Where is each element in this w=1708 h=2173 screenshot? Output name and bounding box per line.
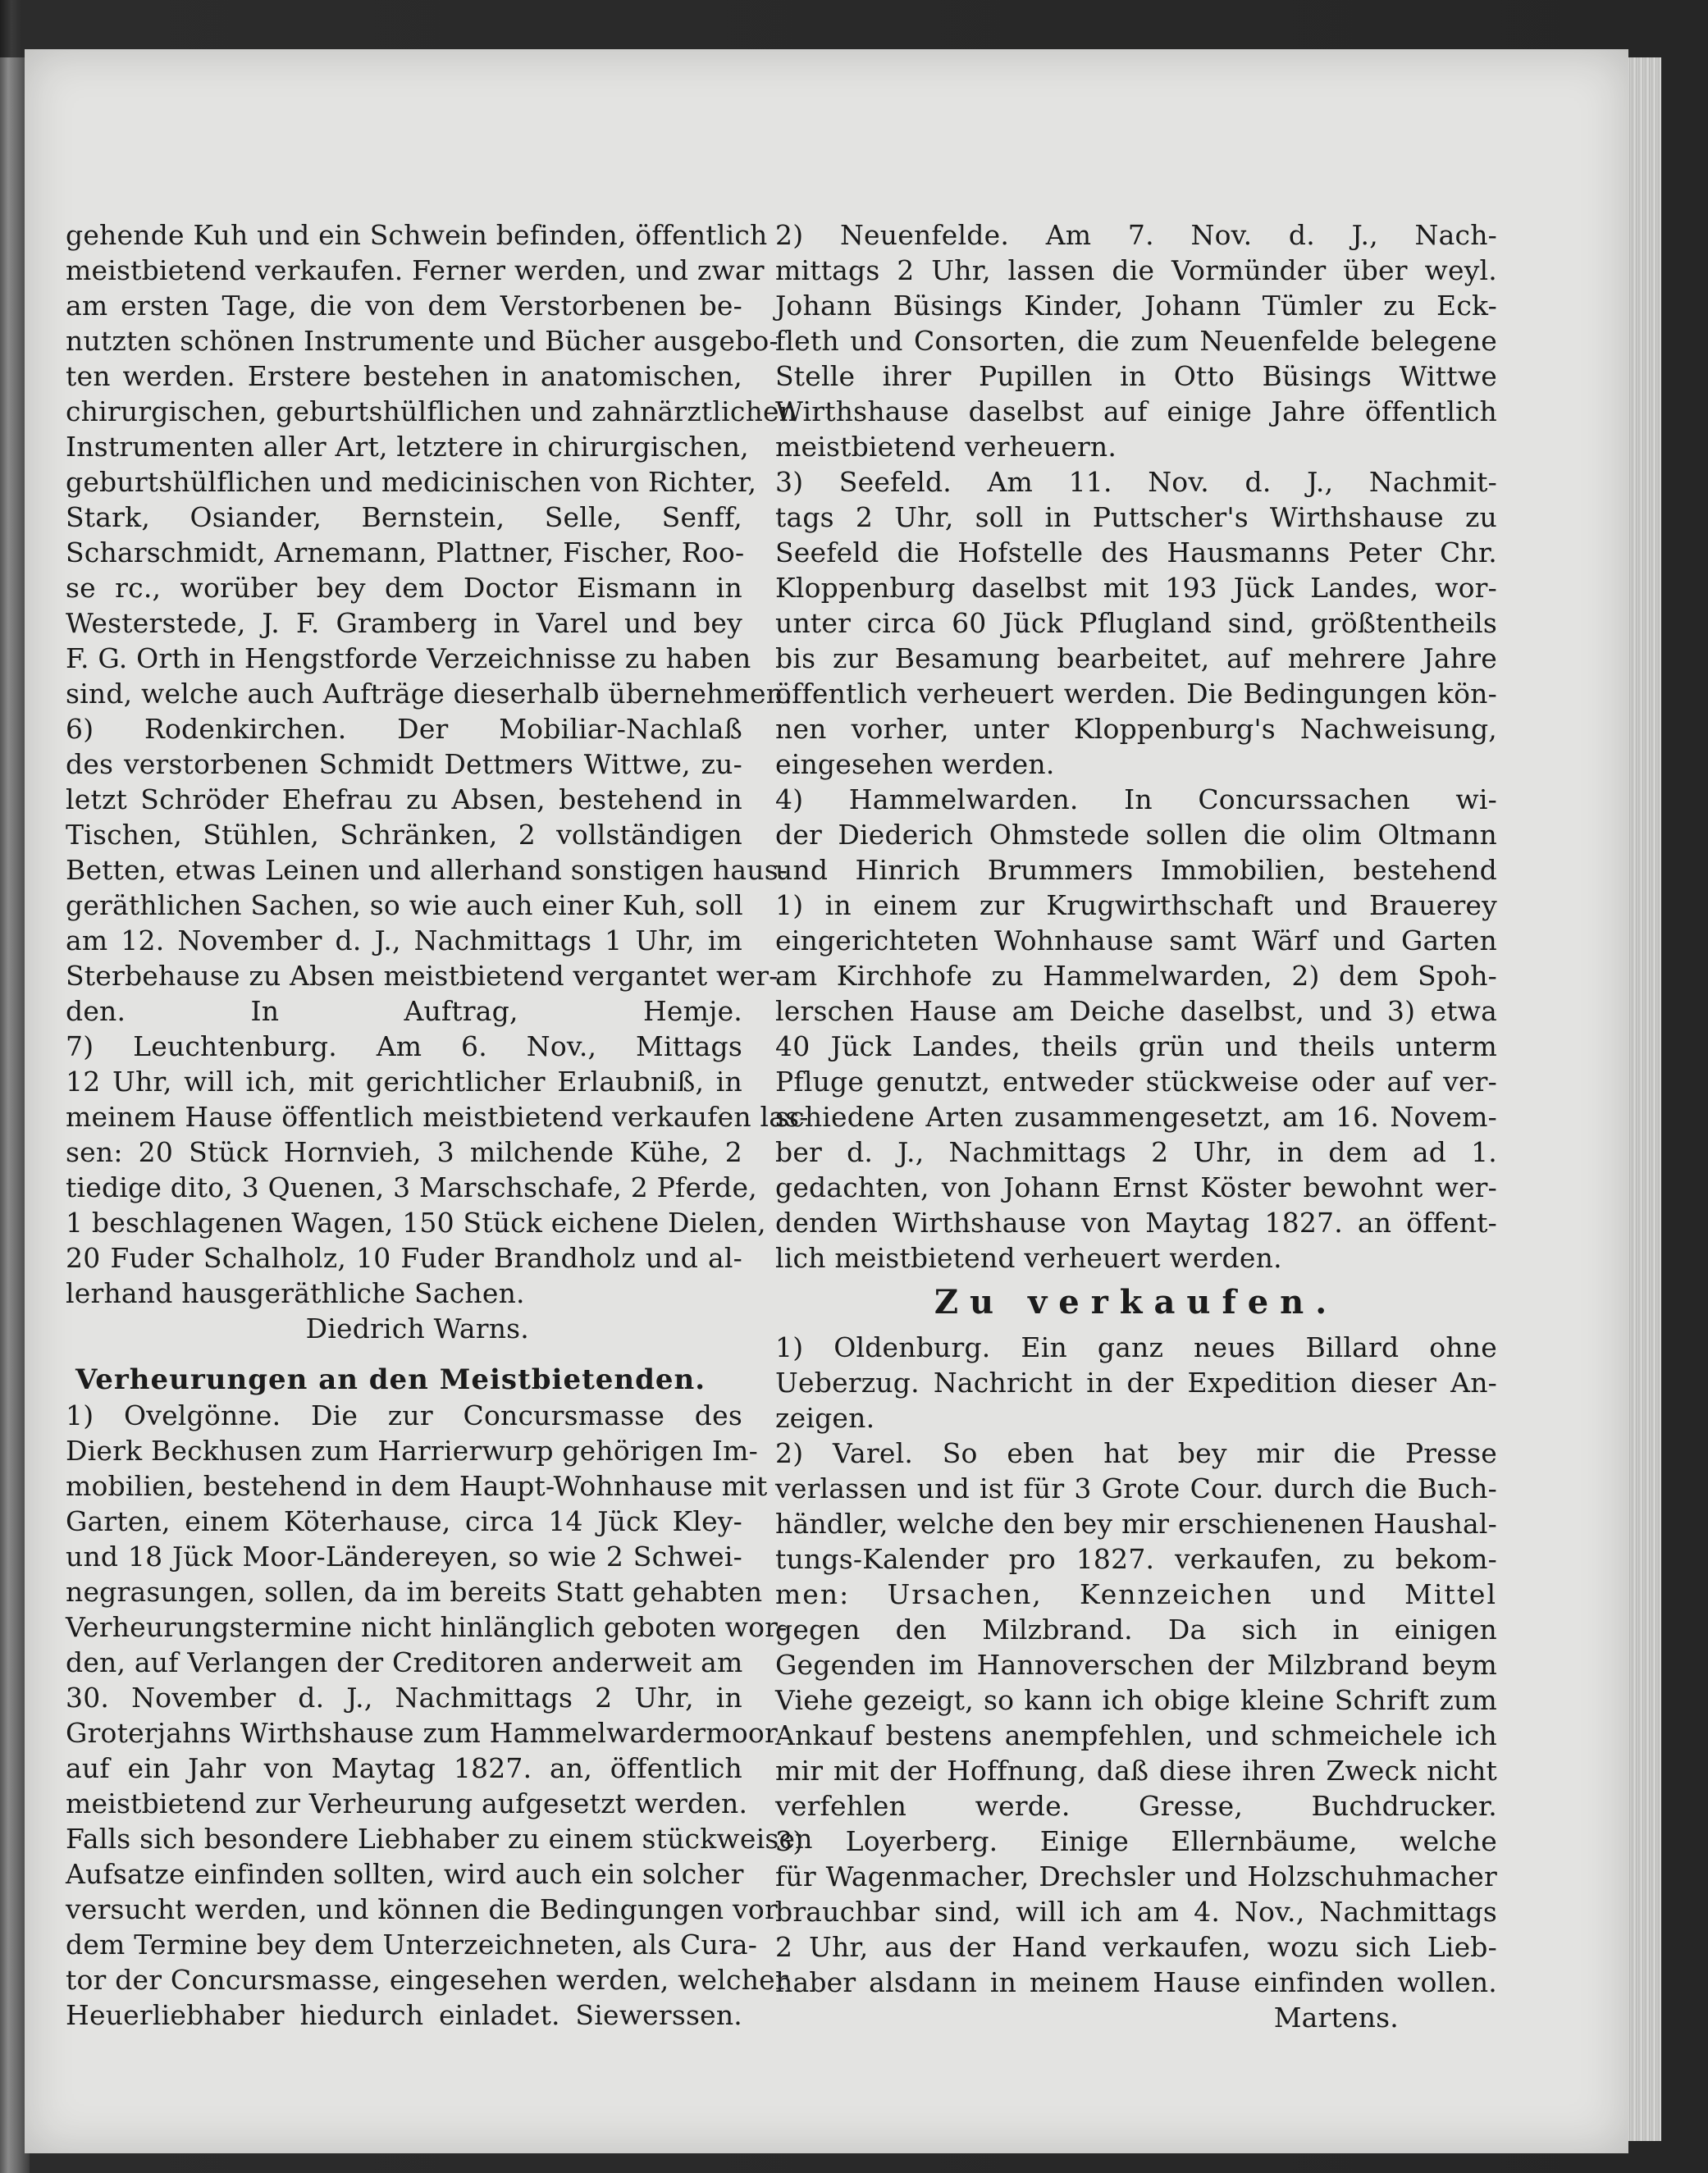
text-line: Stelle ihrer Pupillen in Otto Büsings Wittwe: [775, 360, 1497, 392]
text-line: meinem Hause öffentlich meistbietend verkaufen las-: [66, 1101, 809, 1133]
text-line: 12 Uhr, will ich, mit gerichtlicher Erlaubniß, in: [66, 1066, 742, 1098]
notice-leuchtenburg: 7) Leuchtenburg. Am 6. Nov., Mittags: [66, 1030, 742, 1062]
text-line: auf ein Jahr von Maytag 1827. an, öffentlich: [66, 1752, 742, 1784]
text-line: denden Wirthshause von Maytag 1827. an öffent-: [775, 1207, 1497, 1239]
text-line: am Kirchhofe zu Hammelwarden, 2) dem Spoh-: [775, 960, 1497, 992]
text-line: geburtshülflichen und medicinischen von Richter,: [66, 466, 757, 498]
text-line: meistbietend verkaufen. Ferner werden, und zwar: [66, 254, 765, 286]
text-line: Stark, Osiander, Bernstein, Selle, Senff,: [66, 501, 742, 533]
text-line: Pfluge genutzt, entweder stückweise oder auf ver-: [775, 1066, 1497, 1098]
text-line: gehende Kuh und ein Schwein befinden, öffentlich: [66, 219, 768, 251]
text-line: unter circa 60 Jück Pflugland sind, größtentheils: [775, 607, 1497, 639]
text-line: händler, welche den bey mir erschienenen Haushal-: [775, 1508, 1497, 1540]
text-line: den. In Auftrag, Hemje.: [66, 995, 742, 1027]
text-line: men: Ursachen, Kennzeichen und Mittel: [775, 1578, 1497, 1610]
text-line: Sterbehause zu Absen meistbietend vergantet wer-: [66, 960, 779, 992]
text-line: lerhand hausgeräthliche Sachen.: [66, 1277, 525, 1309]
text-line: tags 2 Uhr, soll in Puttscher's Wirthshause zu: [775, 501, 1497, 533]
text-line: 40 Jück Landes, theils grün und theils unterm: [775, 1030, 1497, 1062]
text-line: Betten, etwas Leinen und allerhand sonstigen haus-: [66, 854, 788, 886]
signature-martens: Martens.: [1273, 2002, 1399, 2034]
notice-loyerberg: 3) Loyerberg. Einige Ellernbäume, welche: [775, 1825, 1497, 1857]
text-line: Kloppenburg daselbst mit 193 Jück Landes, wor-: [775, 572, 1497, 604]
text-line: des verstorbenen Schmidt Dettmers Wittwe, zu-: [66, 748, 742, 780]
text-line: Falls sich besondere Liebhaber zu einem stückweisen: [66, 1823, 813, 1855]
text-line: versucht werden, und können die Bedingungen vor: [66, 1893, 778, 1925]
text-line: Groterjahns Wirthshause zum Hammelwardermoor: [66, 1717, 778, 1749]
text-line: 1) in einem zur Krugwirthschaft und Brauerey: [775, 889, 1497, 921]
text-line: Garten, einem Köterhause, circa 14 Jück Kley-: [66, 1505, 742, 1537]
text-line: fleth und Consorten, die zum Neuenfelde belegene: [775, 325, 1497, 357]
signature-warns: Diedrich Warns.: [305, 1312, 529, 1344]
text-line: 1 beschlagenen Wagen, 150 Stück eichene Dielen,: [66, 1207, 766, 1239]
text-line: eingerichteten Wohnhause samt Wärf und Garten: [775, 924, 1497, 956]
text-line: chirurgischen, geburtshülflichen und zahnärztlichen: [66, 395, 797, 427]
text-line: Scharschmidt, Arnemann, Plattner, Fischer, Roo-: [66, 536, 745, 568]
notice-varel: 2) Varel. So eben hat bey mir die Presse: [775, 1437, 1497, 1469]
text-line: nen vorher, unter Kloppenburg's Nachweisung,: [775, 713, 1497, 745]
text-line: eingesehen werden.: [775, 748, 1055, 780]
text-line: nutzten schönen Instrumente und Bücher ausgebo-: [66, 325, 779, 357]
notice-hammelwarden: 4) Hammelwarden. In Concurssachen wi-: [775, 783, 1497, 815]
text-line: lich meistbietend verheuert werden.: [775, 1242, 1282, 1274]
text-line: letzt Schröder Ehefrau zu Absen, bestehend in: [66, 783, 742, 815]
text-line: am ersten Tage, die von dem Verstorbenen be-: [66, 290, 742, 322]
text-line: und Hinrich Brummers Immobilien, bestehend: [775, 854, 1497, 886]
text-line: Instrumenten aller Art, letztere in chirurgischen,: [66, 431, 749, 463]
text-line: ber d. J., Nachmittags 2 Uhr, in dem ad 1.: [775, 1136, 1497, 1168]
text-line: Verheurungstermine nicht hinlänglich geboten wor-: [66, 1611, 788, 1643]
text-line: Aufsatze einfinden sollten, wird auch ein solcher: [66, 1858, 744, 1890]
text-line: brauchbar sind, will ich am 4. Nov., Nachmittags: [775, 1896, 1497, 1928]
text-line: bis zur Besamung bearbeitet, auf mehrere Jahre: [775, 642, 1497, 674]
left-column: [66, 217, 813, 2033]
spacer: [66, 1346, 742, 1363]
notice-rodenkirchen: 6) Rodenkirchen. Der Mobiliar-Nachlaß: [66, 713, 742, 745]
text-line: meistbietend zur Verheurung aufgesetzt werden.: [66, 1787, 748, 1819]
text-line: Gegenden im Hannoverschen der Milzbrand beym: [775, 1649, 1497, 1681]
text-line: meistbietend verheuern.: [775, 431, 1117, 463]
text-line: tiedige dito, 3 Quenen, 3 Marschschafe, 2 Pferde,: [66, 1171, 757, 1203]
text-line: Westerstede, J. F. Gramberg in Varel und bey: [66, 607, 742, 639]
text-line: Tischen, Stühlen, Schränken, 2 vollständigen: [66, 819, 742, 851]
text-line: am 12. November d. J., Nachmittags 1 Uhr, im: [66, 924, 742, 956]
text-line: gedachten, von Johann Ernst Köster bewohnt wer-: [775, 1171, 1497, 1203]
text-line: Seefeld die Hofstelle des Hausmanns Peter Chr.: [775, 536, 1497, 568]
text-line: Ueberzug. Nachricht in der Expedition dieser An-: [775, 1367, 1497, 1399]
text-line: der Diederich Ohmstede sollen die olim Oltmann: [775, 819, 1497, 851]
text-line: Heuerliebhaber hiedurch einladet. Siewerssen.: [66, 1999, 742, 2031]
text-line: tungs-Kalender pro 1827. verkaufen, zu bekom-: [775, 1543, 1497, 1575]
text-line: dem Termine bey dem Unterzeichneten, als Cura-: [66, 1929, 758, 1961]
notice-neuenfelde: 2) Neuenfelde. Am 7. Nov. d. J., Nach-: [775, 219, 1497, 251]
text-line: negrasungen, sollen, da im bereits Statt gehabten: [66, 1576, 763, 1608]
text-line: zeigen.: [775, 1402, 875, 1434]
text-line: mobilien, bestehend in dem Haupt-Wohnhause mit: [66, 1470, 768, 1502]
text-line: gegen den Milzbrand. Da sich in einigen: [775, 1614, 1497, 1646]
notice-seefeld: 3) Seefeld. Am 11. Nov. d. J., Nachmit-: [775, 466, 1497, 498]
text-line: sind, welche auch Aufträge dieserhalb übernehmen.: [66, 678, 792, 710]
text-line: haber alsdann in meinem Hause einfinden wollen.: [775, 1966, 1497, 1998]
text-line: se rc., worüber bey dem Doctor Eismann in: [66, 572, 742, 604]
right-column: [775, 217, 1497, 2035]
text-line: mittags 2 Uhr, lassen die Vormünder über weyl.: [775, 254, 1497, 286]
text-line: tor der Concursmasse, eingesehen werden, welcher: [66, 1964, 788, 1996]
text-line: sen: 20 Stück Hornvieh, 3 milchende Kühe, 2: [66, 1136, 742, 1168]
text-line: mir mit der Hoffnung, daß diese ihren Zweck nicht: [775, 1755, 1497, 1787]
text-line: 30. November d. J., Nachmittags 2 Uhr, in: [66, 1682, 742, 1714]
section-heading-verheurungen: Verheurungen an den Meistbietenden.: [75, 1363, 706, 1396]
text-line: Wirthshause daselbst auf einige Jahre öffentlich: [775, 395, 1497, 427]
text-line: verlassen und ist für 3 Grote Cour. durch die Buch-: [775, 1472, 1497, 1504]
notice-ovelgoenne: 1) Ovelgönne. Die zur Concursmasse des: [66, 1399, 742, 1431]
newspaper-page: [25, 49, 1628, 2153]
text-line: Viehe gezeigt, so kann ich obige kleine Schrift zum: [775, 1684, 1497, 1716]
text-line: Ankauf bestens anempfehlen, und schmeichele ich: [775, 1719, 1497, 1751]
text-line: 2 Uhr, aus der Hand verkaufen, wozu sich Lieb-: [775, 1931, 1497, 1963]
text-line: Dierk Beckhusen zum Harrierwurp gehörigen Im-: [66, 1435, 758, 1467]
text-line: lerschen Hause am Deiche daselbst, und 3) etwa: [775, 995, 1497, 1027]
text-line: verfehlen werde. Gresse, Buchdrucker.: [775, 1790, 1497, 1822]
text-line: Johann Büsings Kinder, Johann Tümler zu Eck-: [775, 290, 1497, 322]
text-line: 20 Fuder Schalholz, 10 Fuder Brandholz und al-: [66, 1242, 742, 1274]
text-line: F. G. Orth in Hengstforde Verzeichnisse zu haben: [66, 642, 751, 674]
section-heading-zu-verkaufen: Zu verkaufen.: [934, 1283, 1339, 1322]
text-line: und 18 Jück Moor-Ländereyen, so wie 2 Schwei-: [66, 1541, 742, 1573]
notice-oldenburg: 1) Oldenburg. Ein ganz neues Billard ohne: [775, 1331, 1497, 1363]
text-line: für Wagenmacher, Drechsler und Holzschuhmacher: [775, 1860, 1497, 1892]
text-line: öffentlich verheuert werden. Die Bedingungen kön-: [775, 678, 1497, 710]
text-line: geräthlichen Sachen, so wie auch einer Kuh, soll: [66, 889, 743, 921]
text-line: den, auf Verlangen der Creditoren anderweit am: [66, 1646, 743, 1678]
text-line: ten werden. Erstere bestehen in anatomischen,: [66, 360, 742, 392]
text-line: schiedene Arten zusammengesetzt, am 16. Novem-: [775, 1101, 1497, 1133]
